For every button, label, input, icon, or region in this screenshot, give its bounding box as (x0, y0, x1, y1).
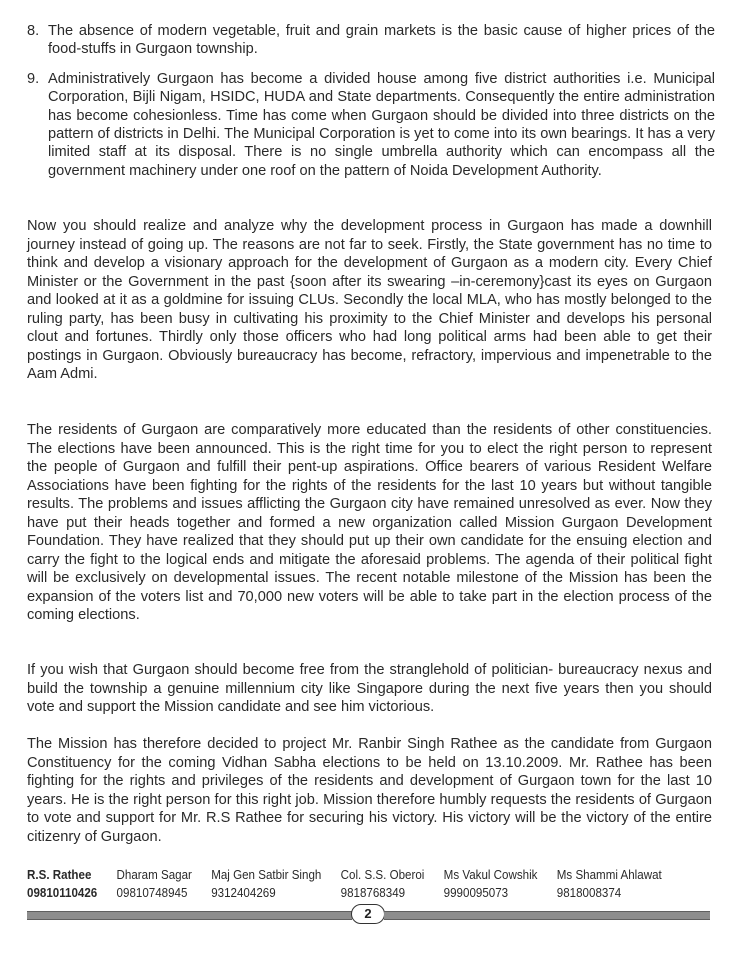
signatory-name: Ms Vakul Cowshik (443, 868, 538, 882)
numbered-list (27, 22, 715, 180)
signatory (27, 866, 97, 902)
list-item (27, 70, 715, 180)
signatory-name: R.S. Rathee (27, 868, 92, 882)
signatory-name: Dharam Sagar (116, 868, 192, 882)
footer-rule-right (384, 911, 710, 920)
list-item-number: 8. (27, 23, 40, 39)
signatory (341, 866, 425, 902)
signatory (211, 866, 321, 902)
list-item-text: The absence of modern vegetable, fruit and grain markets is the basic cause of higher prices of the food-stuffs in Gurgaon township. (48, 23, 715, 58)
paragraph-development-analysis: Now you should realize and analyze why the development process in Gurgaon has made a downhill journey instead of going up. The reasons are not far to seek. Firstly, the State government has no time to think and develop a visionary approach for the development of Gurgaon as a modern city. Every Chief Minister or the Government in the past {soon after its swearing –in-ceremony}cast its eyes on Gurgaon and looked at it as a goldmine for issuing CLUs. Secondly the local MLA, who has mostly belonged to the ruling party, has been busy in cultivating his proximity to the Chief Minister and develops his personal clout and fortunes. Thirdly only those officers who had long political arms had been able to get their postings in Gurgaon. Obviously bureaucracy has become, refractory, impervious and impenetrable to the Aam Admi. (27, 218, 712, 383)
page-number: 2 (351, 904, 385, 924)
list-item-text: Administratively Gurgaon has become a divided house among five district authorities i.e. Municipal Corporation, Bijli Nigam, HSIDC, HUDA and State departments. Consequently the entire administration has become cohesionless. Time has come when Gurgaon should be divided into three districts on the pattern of districts in Delhi. The Municipal Corporation is yet to come into its own bearings. It has a very limited staff at its disposal. There is no single umbrella authority which can encompass all the government machinery under one roof on the pattern of Noida Development Authority. (48, 70, 715, 179)
signatory-phone: 09810110426 (27, 886, 98, 900)
paragraph-appeal: If you wish that Gurgaon should become free from the stranglehold of politician- bureaucracy nexus and build the township a genuine millennium city like Singapore during the next five years then you should vote and support the Mission candidate and see him victorious. (27, 662, 712, 716)
signatory-phone: 9818768349 (340, 886, 406, 900)
signatory-phone: 9990095073 (443, 886, 509, 900)
signatory (557, 866, 662, 902)
list-item (27, 22, 715, 59)
list-item-number: 9. (27, 70, 40, 87)
signatory-phone: 9818008374 (556, 886, 622, 900)
paragraph-candidate: The Mission has therefore decided to project Mr. Ranbir Singh Rathee as the candidate from Gurgaon Constituency for the coming Vidhan Sabha elections to be held on 13.10.2009. Mr. Rathee has been fighting for the rights and privileges of the residents and development of Gurgaon town for the last 10 years. He is the right person for this right job. Mission therefore humbly requests the residents of Gurgaon to vote and support for Mr. R.S Rathee for securing his victory. His victory will be the victory of the entire citizenry of Gurgaon. (27, 736, 712, 845)
footer-rule-left (27, 911, 352, 920)
signatory-name: Ms Shammi Ahlawat (556, 868, 662, 882)
signatory-name: Col. S.S. Oberoi (340, 868, 425, 882)
paragraph-residents-mission: The residents of Gurgaon are comparatively more educated than the residents of other constituencies. The elections have been announced. This is the right time for you to elect the right person to represent the people of Gurgaon and fulfill their pent-up aspirations. Office bearers of various Resident Welfare Associations have been fighting for the rights of the residents for the last 10 years but without tangible results. The problems and issues afflicting the Gurgaon city have remained unresolved as ever. Now they have put their heads together and formed a new organization called Mission Gurgaon Development Foundation. They have realized that they should put up their own candidate for the ensuing election and carry the fight to the logical ends and mitigate the aforesaid problems. The agenda of their political fight will be exclusively on developmental issues. The recent notable milestone of the Mission has been the expansion of the voters list and 70,000 new voters will be able to take part in the election process of the coming elections. (27, 422, 712, 624)
signatories (27, 866, 662, 902)
signatory-phone: 09810748945 (116, 886, 188, 900)
signatory-name: Maj Gen Satbir Singh (211, 868, 322, 882)
signatory (444, 866, 538, 902)
signatory (117, 866, 192, 902)
signatory-phone: 9312404269 (211, 886, 276, 900)
